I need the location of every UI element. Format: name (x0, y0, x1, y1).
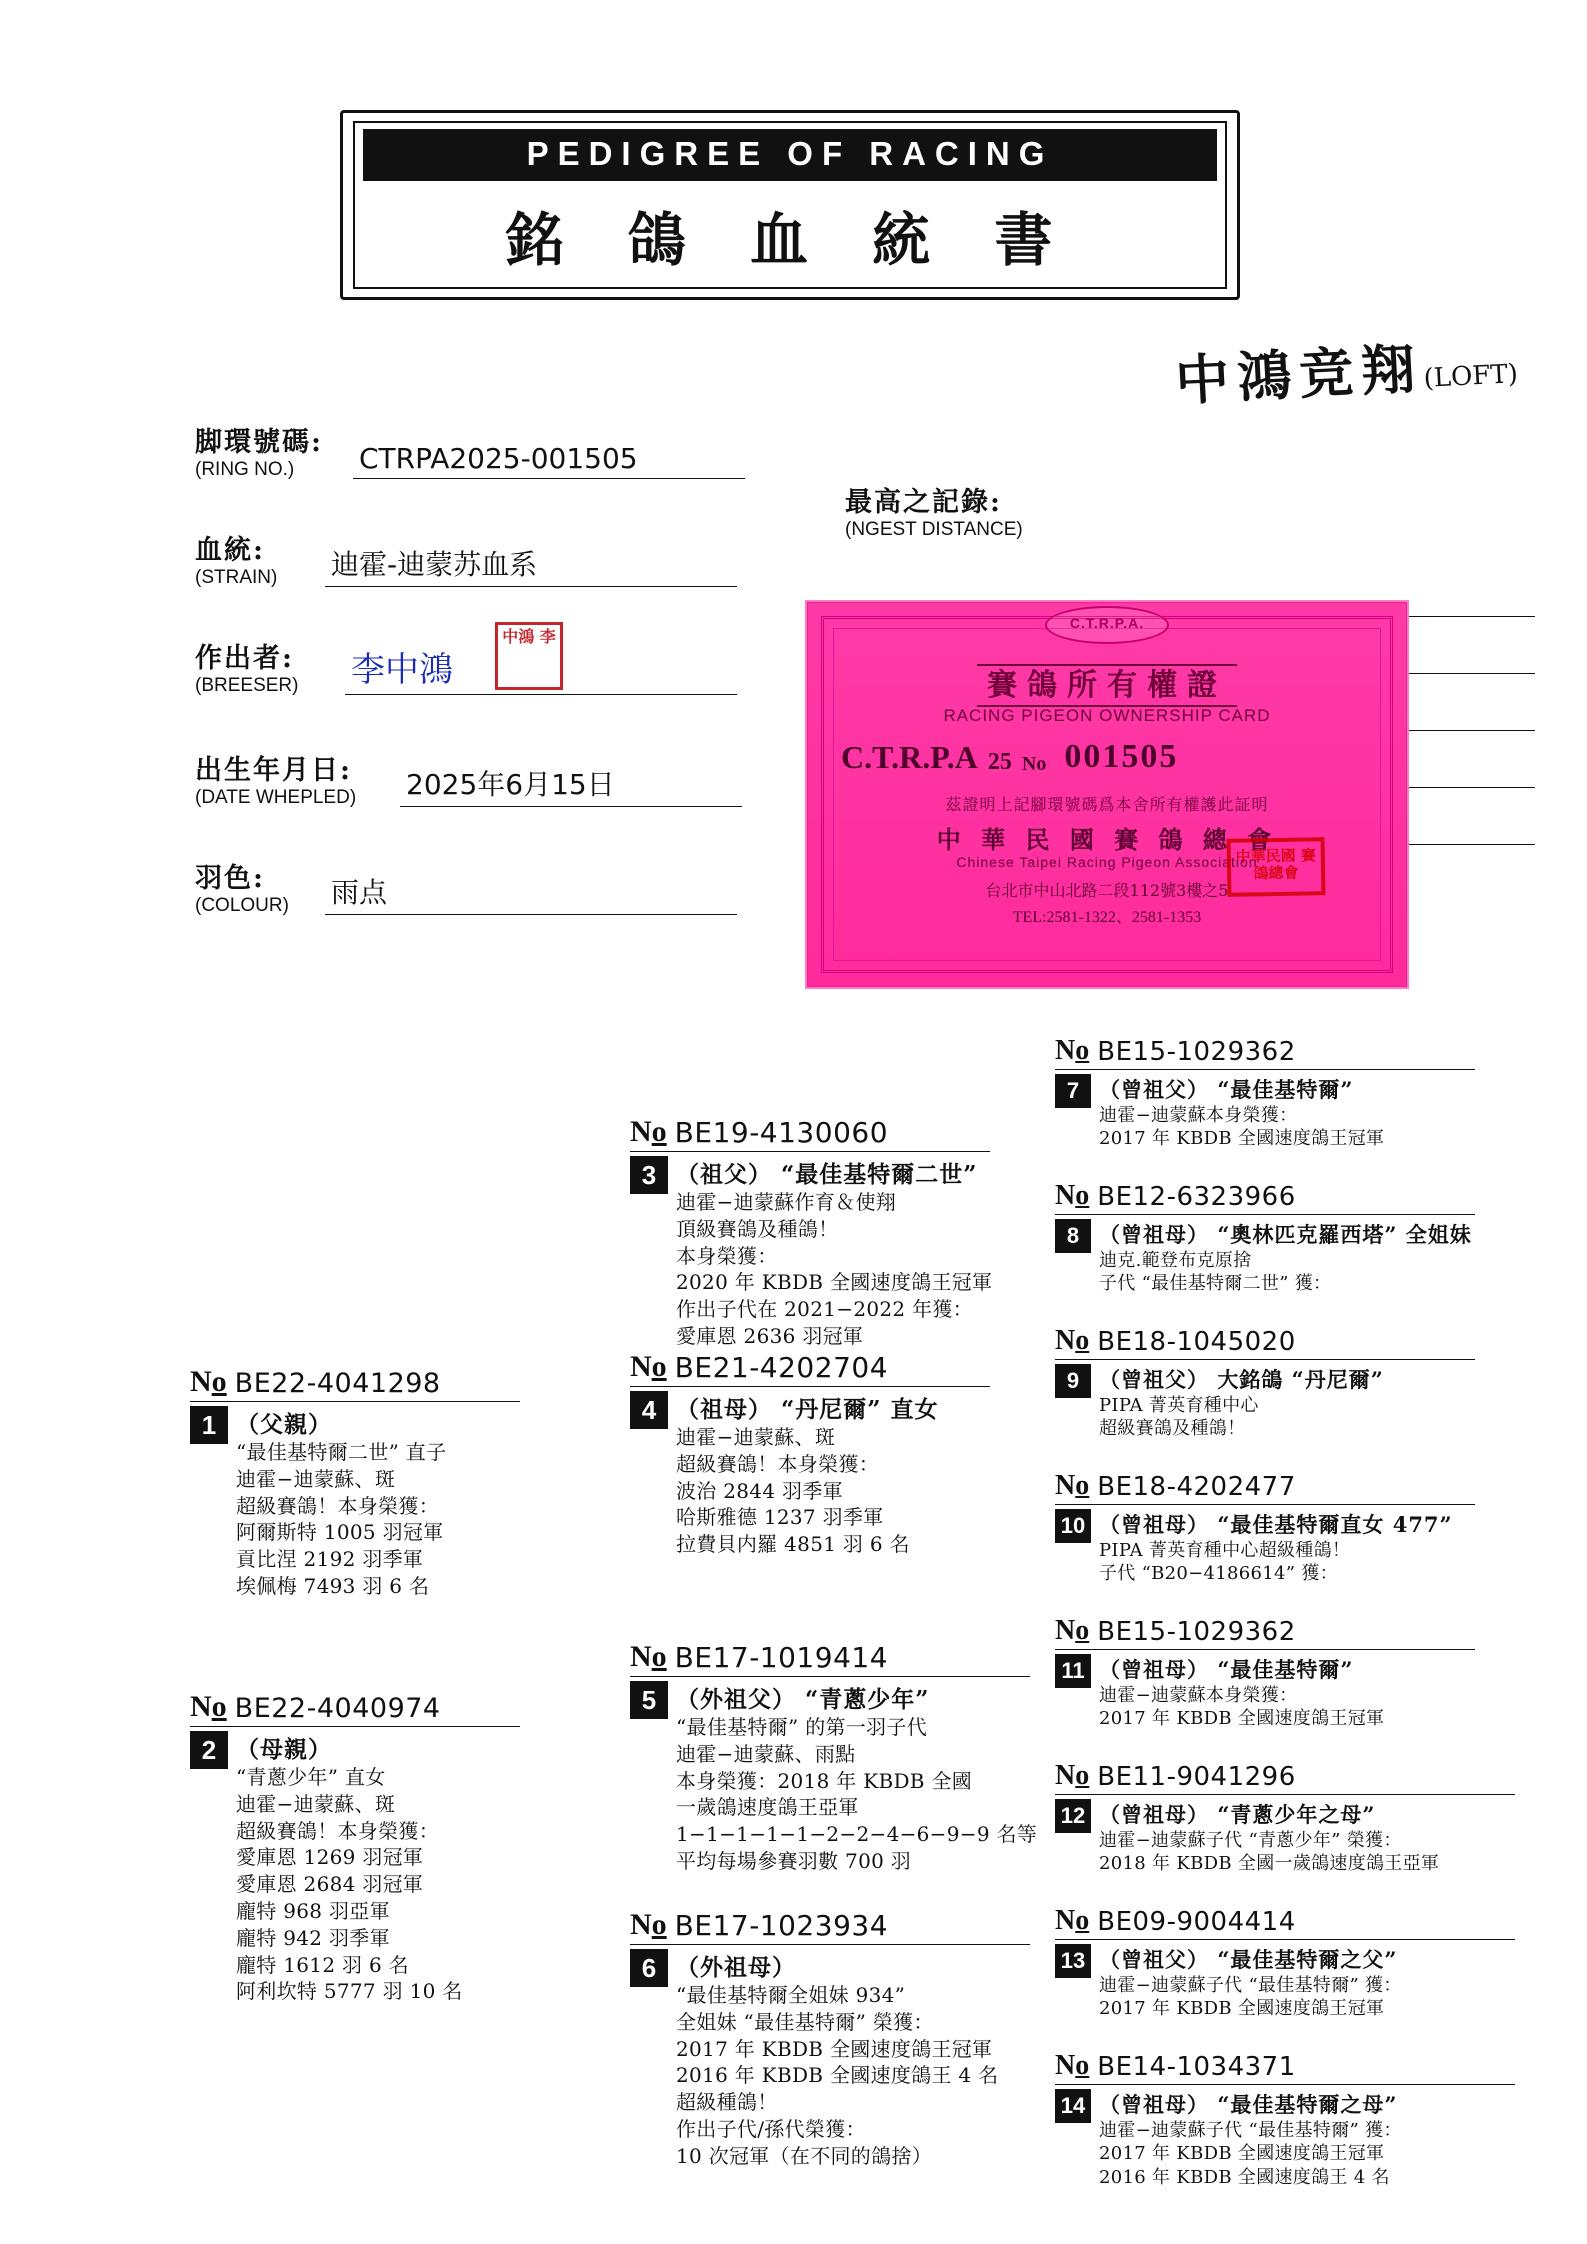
association-red-seal: 中華民國 賽鴿總會 (1227, 837, 1326, 897)
pedigree-line: 1−1−1−1−1−2−2−4−6−9−9 名等 (676, 1822, 1038, 1847)
pedigree-body (1055, 1364, 1475, 1441)
pedigree-ring-no: BE11-9041296 (1097, 1762, 1296, 1792)
pedigree-relation (1099, 1799, 1439, 1829)
pedigree-body (190, 1406, 520, 1600)
pedigree-line: 迪霍−迪蒙蘇本身榮獲： (1099, 1685, 1298, 1706)
pedigree-text (236, 1406, 446, 1600)
pedigree-line: 迪霍−迪蒙蘇子代 “青蔥少年” 榮獲： (1099, 1830, 1402, 1851)
pedigree-line: 頂級賽鴿及種鴿！ (676, 1216, 839, 1241)
pedigree-line: 迪霍−迪蒙蘇子代 “最佳基特爾” 獲： (1099, 1975, 1402, 1996)
no-label: No (1055, 1470, 1090, 1501)
no-label: No (190, 1365, 227, 1398)
pedigree-line: “最佳基特爾二世” 直子 (236, 1440, 447, 1464)
breeder-seal-stamp: 中鴻 李 (495, 622, 563, 690)
pedigree-text (1099, 1654, 1384, 1731)
pedigree-line: 超級賽鴿！本身榮獲： (236, 1818, 439, 1843)
pedigree-ring-row (1055, 1035, 1475, 1070)
pedigree-line: 愛庫恩 2636 羽冠軍 (676, 1323, 864, 1348)
pedigree-text (676, 1681, 1037, 1875)
field-strain-label-cn: 血統: (195, 535, 265, 566)
pedigree-line: 埃佩梅 7493 羽 6 名 (236, 1573, 430, 1598)
pedigree-body (1055, 1654, 1475, 1731)
pedigree-line: 作出子代/孫代榮獲： (676, 2116, 866, 2141)
pedigree-line: 貢比涅 2192 羽季軍 (236, 1547, 424, 1572)
field-dob-label-cn: 出生年月日: (195, 755, 352, 786)
pedigree-index: 12 (1055, 1799, 1091, 1833)
field-colour-value: 雨点 (325, 871, 737, 915)
pedigree-relation-main: （祖母） (676, 1396, 772, 1423)
no-label: No (1055, 1760, 1090, 1791)
no-label: No (1055, 2050, 1090, 2081)
pedigree-ring-no: BE19-4130060 (674, 1116, 889, 1149)
pedigree-text (676, 1156, 992, 1350)
pedigree-line: 龐特 942 羽季軍 (236, 1925, 390, 1950)
pedigree-ring-no: BE22-4041298 (234, 1368, 441, 1399)
pedigree-ring-row (630, 1350, 990, 1387)
pedigree-ring-row (190, 1690, 520, 1727)
pedigree-line: 子代 “最佳基特爾二世” 獲： (1099, 1273, 1332, 1295)
loft-name-en: (LOFT) (1422, 359, 1519, 394)
card-title-en: RACING PIGEON OWNERSHIP CARD (943, 706, 1271, 725)
pedigree-ring-no: BE18-1045020 (1097, 1327, 1296, 1357)
pedigree-relation-extra: “最佳基特爾之母” (1217, 2092, 1398, 2117)
pedigree-index: 5 (630, 1681, 668, 1719)
field-ring-no-label-cn: 脚環號碼: (195, 427, 323, 458)
pedigree-line: 超級賽鴿！本身榮獲： (676, 1451, 879, 1476)
card-title-cn (807, 660, 1407, 704)
field-strain-value: 迪霍-迪蒙苏血系 (325, 543, 737, 587)
pedigree-line: “最佳基特爾” 的第一羽子代 (676, 1715, 928, 1739)
pedigree-index: 14 (1055, 2089, 1091, 2123)
pedigree-line: 迪霍−迪蒙蘇、斑 (676, 1425, 836, 1449)
pedigree-line: 10 次冠軍（在不同的鴿捨） (676, 2143, 933, 2168)
pedigree-line: 哈斯雅德 1237 羽季軍 (676, 1505, 884, 1530)
card-association-cn: 中 華 民 國 賽 鴿 總 會 (936, 825, 1278, 854)
pedigree-relation (1099, 1364, 1384, 1394)
field-strain (195, 528, 755, 589)
pedigree-line: 迪霍−迪蒙蘇作育＆使翔 (676, 1190, 897, 1214)
pedigree-entry-4 (630, 1350, 990, 1558)
pedigree-body (1055, 1074, 1475, 1151)
pedigree-line: 迪克.範登布克原捨 (1099, 1250, 1252, 1271)
field-breeder-label-en: (BREESER) (195, 675, 299, 696)
pedigree-relation-extra: “最佳基特爾之父” (1217, 1947, 1398, 1972)
loft-name-cn: 中鴻竞翔 (1173, 336, 1425, 413)
pedigree-relation-main: （曾祖父） (1099, 1367, 1209, 1392)
field-colour-label-cn: 羽色: (195, 863, 265, 894)
pedigree-body (630, 1681, 1038, 1875)
title-inner-border (353, 121, 1227, 289)
pedigree-relation (1099, 1074, 1384, 1104)
pedigree-relation: （母親） (236, 1736, 332, 1763)
pedigree-relation-extra: “最佳基特爾二世” (781, 1161, 978, 1188)
field-longest-distance-label-cn: 最高之記錄: (845, 487, 1002, 518)
pedigree-relation-extra: “最佳基特爾” (1217, 1657, 1354, 1682)
pedigree-ring-row (1055, 1760, 1515, 1795)
field-ring-no-value: CTRPA2025-001505 (353, 442, 745, 479)
no-label: No (190, 1690, 227, 1723)
card-no-label: No (1021, 753, 1047, 775)
pedigree-relation-main: （曾祖父） (1099, 1947, 1209, 1972)
pedigree-body (1055, 1219, 1475, 1296)
no-label: No (630, 1908, 667, 1941)
pedigree-ring-row (1055, 1470, 1475, 1505)
pedigree-line: 迪霍−迪蒙蘇子代 “最佳基特爾” 獲： (1099, 2120, 1402, 2141)
pedigree-ring-row (630, 1640, 1030, 1677)
pedigree-entry-2 (190, 1690, 520, 2005)
pedigree-line: 2017 年 KBDB 全國速度鴿王冠軍 (1099, 2143, 1385, 2165)
pedigree-text (1099, 1509, 1453, 1586)
pedigree-relation-extra: “青蔥少年” (805, 1686, 930, 1713)
pedigree-ring-no: BE18-4202477 (1097, 1472, 1296, 1502)
card-org-abbr: C.T.R.P.A (841, 739, 978, 775)
pedigree-entry-8 (1055, 1180, 1475, 1296)
pedigree-line: 2017 年 KBDB 全國速度鴿王冠軍 (1099, 1128, 1385, 1150)
no-label: No (1055, 1325, 1090, 1356)
pedigree-line: 2020 年 KBDB 全國速度鴿王冠軍 (676, 1270, 993, 1295)
pedigree-line: 迪霍−迪蒙蘇、斑 (236, 1466, 396, 1491)
field-dob-value: 2025年6月15日 (400, 763, 742, 807)
pedigree-ring-no: BE15-1029362 (1097, 1617, 1296, 1647)
pedigree-text (676, 1391, 938, 1558)
pedigree-relation: （外祖母） (676, 1954, 796, 1981)
pedigree-index: 6 (630, 1949, 668, 1987)
pedigree-line: 愛庫恩 2684 羽冠軍 (236, 1872, 424, 1897)
pedigree-index: 13 (1055, 1944, 1091, 1978)
pedigree-ring-no: BE22-4040974 (234, 1693, 441, 1724)
pedigree-relation-extra: “最佳基特爾” (1217, 1077, 1354, 1102)
pedigree-entry-14 (1055, 2050, 1515, 2189)
card-note: 茲證明上記腳環號碼爲本舍所有權護此証明 (945, 795, 1269, 814)
ownership-card (805, 600, 1409, 989)
pedigree-relation (1099, 1219, 1472, 1249)
no-label: No (630, 1115, 667, 1148)
pedigree-body (630, 1156, 993, 1350)
card-number: 001505 (1064, 738, 1179, 775)
pedigree-relation: （父親） (236, 1411, 332, 1438)
pedigree-relation (1099, 1944, 1402, 1974)
pedigree-line: “最佳基特爾全姐妹 934” (676, 1983, 906, 2007)
pedigree-text (1099, 1944, 1402, 2021)
pedigree-entry-10 (1055, 1470, 1475, 1586)
pedigree-relation-extra: “丹尼爾” 直女 (781, 1396, 939, 1423)
pedigree-relation (676, 1391, 938, 1424)
pedigree-relation-main: （曾祖母） (1099, 1512, 1209, 1537)
field-ring-no (195, 420, 755, 481)
field-colour-label-en: (COLOUR) (195, 895, 289, 916)
pedigree-line: 全姐妹 “最佳基特爾” 榮獲： (676, 2009, 934, 2034)
pedigree-relation (676, 1681, 1037, 1714)
pedigree-ring-no: BE17-1019414 (674, 1641, 889, 1674)
field-longest-distance (845, 480, 1023, 541)
pedigree-line: 作出子代在 2021−2022 年獲： (676, 1297, 973, 1322)
pedigree-index: 1 (190, 1406, 228, 1444)
pedigree-ring-row (630, 1115, 990, 1152)
pedigree-line: 迪霍−迪蒙蘇本身榮獲： (1099, 1105, 1298, 1126)
pedigree-relation (1099, 2089, 1402, 2119)
field-dob (195, 748, 755, 809)
pedigree-line: 平均每場參賽羽數 700 羽 (676, 1848, 912, 1873)
pedigree-index: 10 (1055, 1509, 1091, 1543)
pedigree-line: 一歲鴿速度鴿王亞軍 (676, 1795, 859, 1820)
pedigree-line: 超級種鴿！ (676, 2090, 778, 2115)
pedigree-ring-row (1055, 1180, 1475, 1215)
pedigree-index: 4 (630, 1391, 668, 1429)
pedigree-line: 阿利坎特 5777 羽 10 名 (236, 1979, 463, 2004)
pedigree-relation (676, 1156, 992, 1189)
field-breeder (195, 627, 755, 697)
pedigree-entry-6 (630, 1908, 1030, 2170)
pedigree-line: 2017 年 KBDB 全國速度鴿王冠軍 (1099, 1998, 1385, 2020)
no-label: No (1055, 1180, 1090, 1211)
pedigree-relation-main: （外祖父） (676, 1686, 796, 1713)
pedigree-index: 7 (1055, 1074, 1091, 1108)
field-colour (195, 856, 755, 917)
card-telephone: TEL:2581-1322、2581-1353 (1012, 909, 1202, 926)
pedigree-line: 本身榮獲：2018 年 KBDB 全國 (676, 1768, 973, 1793)
pedigree-line: “青蔥少年” 直女 (236, 1765, 386, 1789)
pedigree-body (630, 1391, 990, 1558)
pedigree-entry-9 (1055, 1325, 1475, 1441)
pedigree-text (1099, 1074, 1384, 1151)
pedigree-line: 龐特 1612 羽 6 名 (236, 1952, 409, 1977)
pedigree-text (1099, 1219, 1472, 1296)
no-label: No (1055, 1905, 1090, 1936)
pedigree-line: PIPA 菁英育種中心超級種鴿！ (1099, 1540, 1351, 1561)
pedigree-line: 波治 2844 羽季軍 (676, 1478, 843, 1503)
pedigree-ring-row (1055, 1615, 1475, 1650)
pedigree-ring-no: BE14-1034371 (1097, 2052, 1296, 2082)
loft-name (1173, 321, 1519, 416)
card-address: 台北市中山北路二段112號3樓之5 (985, 881, 1229, 900)
pedigree-line: 阿爾斯特 1005 羽冠軍 (236, 1520, 444, 1545)
pedigree-ring-no: BE17-1023934 (674, 1909, 889, 1942)
no-label: No (630, 1640, 667, 1673)
pedigree-relation-extra: “最佳基特爾直女 477” (1217, 1512, 1453, 1537)
pedigree-line: 2016 年 KBDB 全國速度鴿王 4 名 (676, 2063, 999, 2088)
pedigree-body (630, 1949, 1030, 2170)
pedigree-relation-main: （曾祖母） (1099, 1657, 1209, 1682)
pedigree-entry-1 (190, 1365, 520, 1600)
card-association-en: Chinese Taipei Racing Pigeon Association (956, 854, 1258, 870)
pedigree-relation-extra: 大銘鴿 “丹尼爾” (1217, 1367, 1384, 1392)
pedigree-index: 9 (1055, 1364, 1091, 1398)
pedigree-index: 11 (1055, 1654, 1091, 1688)
no-label: No (1055, 1615, 1090, 1646)
field-longest-distance-label-en: (NGEST DISTANCE) (845, 519, 1023, 540)
pedigree-line: 本身榮獲： (676, 1243, 778, 1268)
pedigree-line: 迪霍−迪蒙蘇、雨點 (676, 1741, 856, 1766)
pedigree-body (1055, 1799, 1515, 1876)
pedigree-index: 2 (190, 1731, 228, 1769)
pedigree-line: 愛庫恩 1269 羽冠軍 (236, 1845, 424, 1870)
pedigree-line: 龐特 968 羽亞軍 (236, 1898, 390, 1923)
pedigree-relation-main: （曾祖母） (1099, 1222, 1209, 1247)
pedigree-line: 2018 年 KBDB 全國一歲鴿速度鴿王亞軍 (1099, 1853, 1440, 1875)
pedigree-line: 迪霍−迪蒙蘇、斑 (236, 1791, 396, 1816)
ctrpa-oval-seal: C.T.R.P.A. (1045, 606, 1169, 644)
pedigree-ring-no: BE09-9004414 (1097, 1907, 1296, 1937)
pedigree-relation-main: （曾祖母） (1099, 2092, 1209, 2117)
pedigree-line: 拉費貝内羅 4851 羽 6 名 (676, 1532, 910, 1557)
pedigree-entry-13 (1055, 1905, 1515, 2021)
pedigree-ring-row (1055, 2050, 1515, 2085)
no-label: No (1055, 1035, 1090, 1066)
pedigree-body (1055, 1509, 1475, 1586)
field-breeder-label-cn: 作出者: (195, 643, 294, 674)
pedigree-relation-extra: “青蔥少年之母” (1217, 1802, 1376, 1827)
pedigree-line: 超級賽鴿！本身榮獲： (236, 1493, 439, 1518)
pedigree-entry-7 (1055, 1035, 1475, 1151)
pedigree-entry-11 (1055, 1615, 1475, 1731)
pedigree-ring-row (1055, 1905, 1515, 1940)
card-number-row (841, 738, 1373, 776)
pedigree-relation-main: （祖父） (676, 1161, 772, 1188)
pedigree-relation (1099, 1654, 1384, 1684)
pedigree-text (1099, 2089, 1402, 2189)
field-strain-label-en: (STRAIN) (195, 567, 278, 588)
pedigree-line: 2017 年 KBDB 全國速度鴿王冠軍 (676, 2036, 993, 2061)
title-english: PEDIGREE OF RACING (363, 129, 1217, 181)
pedigree-line: 2016 年 KBDB 全國速度鴿王 4 名 (1099, 2166, 1390, 2188)
field-dob-label-en: (DATE WHEPLED) (195, 787, 357, 808)
pedigree-index: 8 (1055, 1219, 1091, 1253)
pedigree-ring-no: BE21-4202704 (674, 1351, 889, 1384)
pedigree-relation (1099, 1509, 1453, 1539)
pedigree-entry-3 (630, 1115, 993, 1350)
pedigree-relation-extra: “奧林匹克羅西塔” 全姐妹 (1217, 1222, 1472, 1247)
pedigree-relation-main: （曾祖母） (1099, 1802, 1209, 1827)
card-year: 25 (987, 749, 1012, 775)
no-label: No (630, 1350, 667, 1383)
pedigree-relation-main: （曾祖父） (1099, 1077, 1209, 1102)
pedigree-text (236, 1731, 463, 2005)
title-chinese: 銘 鴿 血 統 書 (505, 206, 1075, 274)
pedigree-body (1055, 1944, 1515, 2021)
card-title-cn-text: 賽鴿所有權證 (977, 664, 1237, 707)
pedigree-ring-no: BE15-1029362 (1097, 1037, 1296, 1067)
pedigree-text (1099, 1364, 1384, 1441)
pedigree-body (1055, 2089, 1515, 2189)
field-breeder-value: 李中鴻 (345, 642, 737, 695)
pedigree-ring-row (1055, 1325, 1475, 1360)
pedigree-ring-no: BE12-6323966 (1097, 1182, 1296, 1212)
pedigree-ring-row (630, 1908, 1030, 1945)
pedigree-line: 超級賽鴿及種鴿！ (1099, 1418, 1246, 1440)
pedigree-index: 3 (630, 1156, 668, 1194)
pedigree-line: PIPA 菁英育種中心 (1099, 1395, 1259, 1416)
pedigree-text (1099, 1799, 1439, 1876)
pedigree-entry-5 (630, 1640, 1038, 1875)
pedigree-ring-row (190, 1365, 520, 1402)
pedigree-text (676, 1949, 998, 2170)
pedigree-body (190, 1731, 520, 2005)
pedigree-entry-12 (1055, 1760, 1515, 1876)
pedigree-line: 2017 年 KBDB 全國速度鴿王冠軍 (1099, 1708, 1385, 1730)
title-box (340, 110, 1240, 300)
field-ring-no-label-en: (RING NO.) (195, 459, 295, 480)
pedigree-line: 子代 “B20−4186614” 獲： (1099, 1563, 1338, 1585)
